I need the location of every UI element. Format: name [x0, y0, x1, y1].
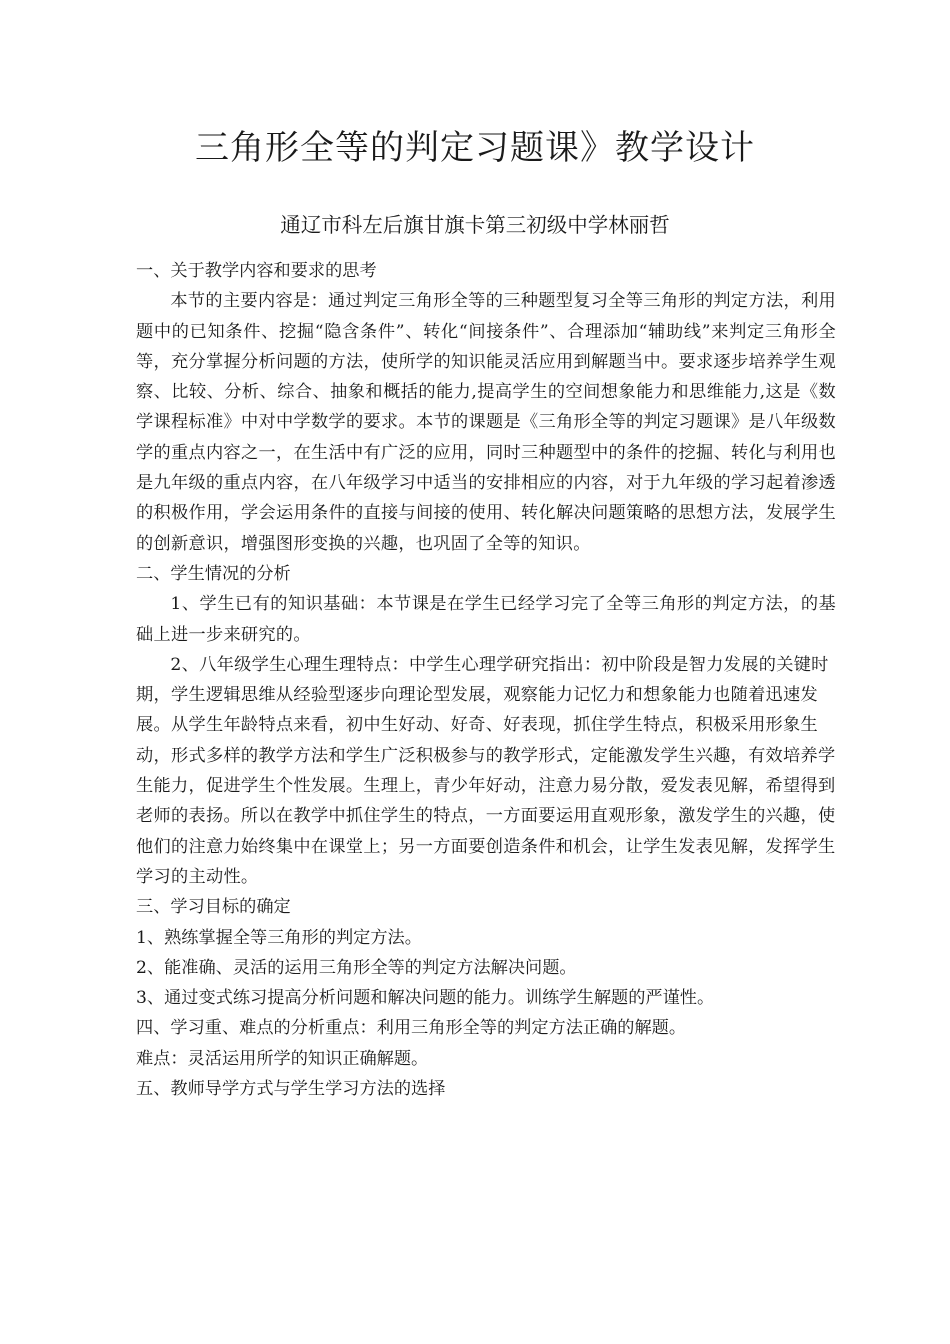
section-heading-learning-objectives: 三、学习目标的确定 — [136, 897, 291, 918]
objective-item: 1、熟练掌握全等三角形的判定方法。 — [136, 927, 422, 948]
document-title: 三角形全等的判定习题课》教学设计 — [195, 128, 755, 168]
paragraph-content-requirements: 本节的主要内容是：通过判定三角形全等的三种题型复习全等三角形的判定方法，利用题中的已知条件、挖掘“隐含条件”、转化“间接条件”、合理添加“辅助线”来判定三角形全等，充分掌握分析问题的方法，使所学的知识能灵活应用到解题当中。要求逐步培养学生观察、比较、分析、综合、抽象和概括的能力,提高学生的空间想象能力和思维能力,这是《数学课程标准》中对中学数学的要求。本节的课题是《三角形全等的判定习题课》是八年级数学的重点内容之一，在生活中有广泛的应用，同时三种题型中的条件的挖掘、转化与利用也是九年级的重点内容，在八年级学习中适当的安排相应的内容，对于九年级的学习起着渗透的积极作用，学会运用条件的直接与间接的使用、转化解决问题策略的思想方法，发展学生的创新意识，增强图形变换的兴趣，也巩固了全等的知识。 — [136, 291, 836, 554]
paragraph-student-characteristics: 2、八年级学生心理生理特点：中学生心理学研究指出：初中阶段是智力发展的关键时期，学生逻辑思维从经验型逐步向理论型发展，观察能力记忆力和想象能力也随着迅速发展。从学生年龄特点来看，初中生好动、好奇、好表现，抓住学生特点，积极采用形象生动，形式多样的教学方法和学生广泛积极参与的教学形式，定能激发学生兴趣，有效培养学生能力，促进学生个性发展。生理上，青少年好动，注意力易分散，爱发表见解，希望得到老师的表扬。所以在教学中抓住学生的特点，一方面要运用直观形象，激发学生的兴趣，使他们的注意力始终集中在课堂上；另一方面要创造条件和机会，让学生发表见解，发挥学生学习的主动性。 — [136, 654, 836, 887]
document-author: 通辽市科左后旗甘旗卡第三初级中学林丽哲 — [280, 213, 670, 237]
difficulty-line: 难点：灵活运用所学的知识正确解题。 — [136, 1048, 429, 1069]
objective-item: 3、通过变式练习提高分析问题和解决问题的能力。训练学生解题的严谨性。 — [136, 988, 715, 1009]
section-heading-teaching-methods: 五、教师导学方式与学生学习方法的选择 — [136, 1079, 446, 1100]
paragraph-prior-knowledge: 1、学生已有的知识基础：本节课是在学生已经学习完了全等三角形的判定方法，的基础上进一步来研究的。 — [136, 594, 836, 645]
section-heading-content-requirements: 一、关于教学内容和要求的思考 — [136, 261, 377, 281]
section-heading-student-analysis: 二、学生情况的分析 — [136, 563, 291, 584]
section-heading-key-points: 四、学习重、难点的分析重点：利用三角形全等的判定方法正确的解题。 — [136, 1018, 687, 1039]
objective-item: 2、能准确、灵活的运用三角形全等的判定方法解决问题。 — [136, 957, 577, 978]
document-body — [136, 256, 836, 1104]
